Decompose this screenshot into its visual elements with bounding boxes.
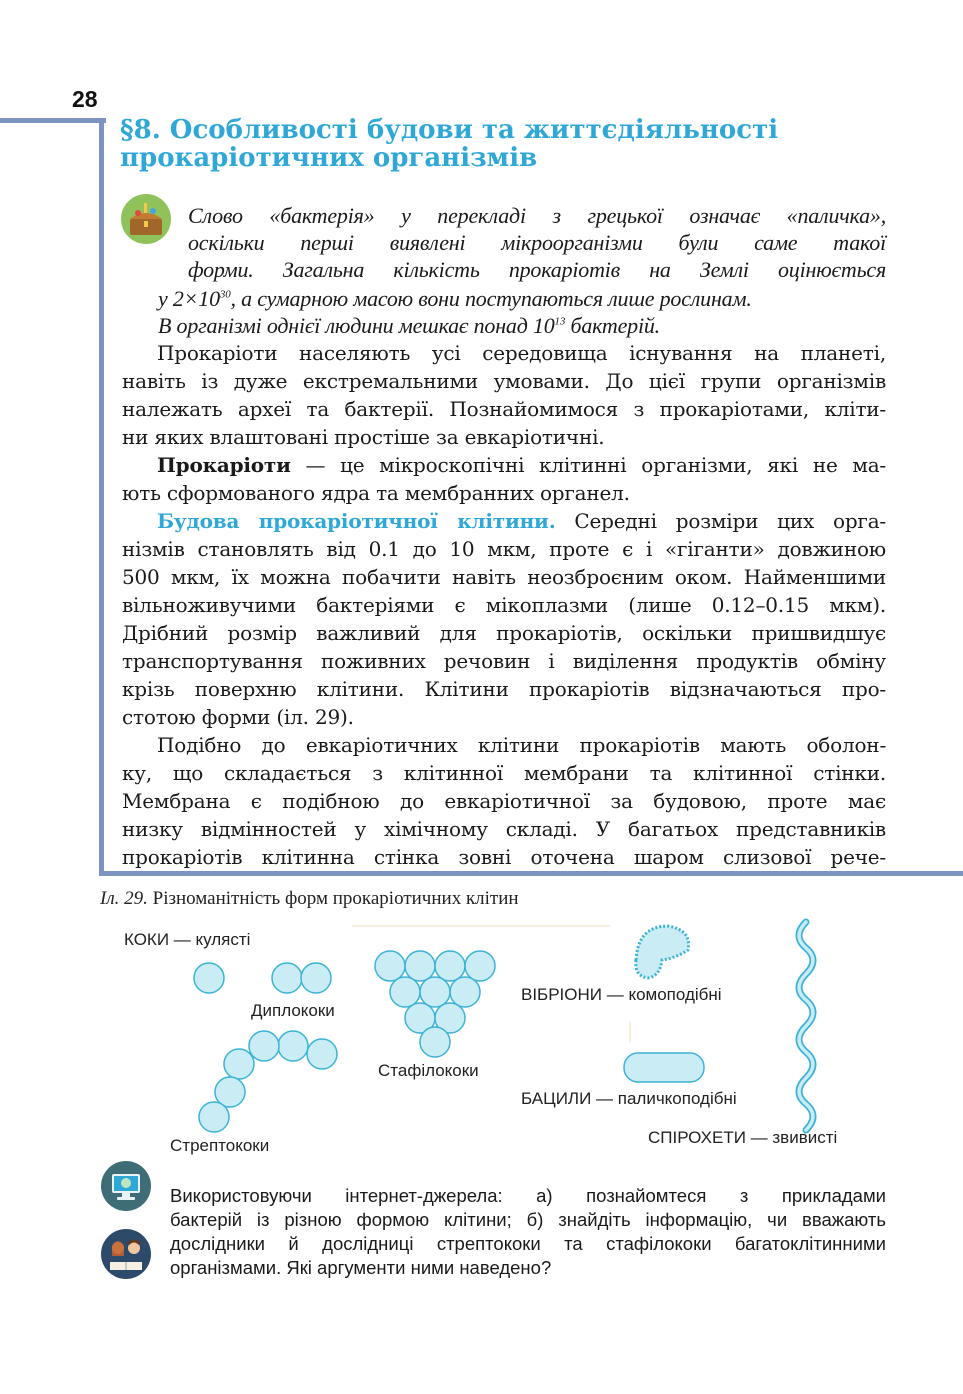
task-line-1: Використовуючи інтернет-джерела: а) познайомтеся з прикладами: [170, 1185, 886, 1206]
p4-line-2: ку, що складається з клітинної мембрани та клітинної стінки.: [122, 761, 886, 785]
staphylococcus-cell: [375, 951, 405, 981]
p3-line-6: транспортування поживних речовин і виділення продуктів обміну: [122, 649, 886, 673]
p3-line-1: [157, 508, 886, 535]
label-diplococci: Диплококи: [251, 1001, 335, 1020]
top-rule: [0, 118, 106, 123]
label-bacilli: БАЦИЛИ — паличкоподібні: [521, 1089, 737, 1108]
p3-line-8: стотою форми (іл. 29).: [122, 705, 354, 729]
p1-line-4: ни яких влаштовані простіше за евкаріотичні.: [122, 425, 605, 449]
streptococcus-cell: [224, 1049, 254, 1079]
staphylococcus-cell: [420, 977, 450, 1007]
computer-globe-icon: [100, 1160, 152, 1212]
p3-line-7: крізь поверхню клітини. Клітини прокаріотів відзначаються про-: [122, 677, 886, 701]
streptococcus-cell: [199, 1102, 229, 1132]
label-staphylococci: Стафілококи: [378, 1061, 479, 1080]
internet-task: [170, 1184, 886, 1280]
side-rule: [99, 118, 104, 876]
streptococcus-cell: [278, 1031, 308, 1061]
p2-line-2: ють сформованого ядра та мембранних органел.: [122, 481, 630, 505]
title-line-2: прокаріотичних організмів: [120, 143, 538, 173]
intro-line-5b: бактерій.: [565, 313, 660, 338]
page-number: 28: [72, 86, 98, 112]
staphylococcus-cell: [465, 951, 495, 981]
task-line-2: бактерій із різною формою клітини; б) знайдіть інформацію, чи вважають: [170, 1209, 886, 1230]
staphylococcus-cell: [405, 951, 435, 981]
p1-line-2: навіть із дуже екстремальними умовами. До цієї групи організмів: [122, 369, 886, 393]
p4-line-1: Подібно до евкаріотичних клітини прокаріотів мають оболон-: [157, 733, 886, 757]
task-line-3: дослідники й дослідниці стрептококи та стафілококи багатоклітинними: [170, 1233, 886, 1254]
p4-line-3: Мембрана є подібною до евкаріотичної за будовою, проте має: [122, 789, 886, 813]
intro-line-5: [158, 312, 886, 339]
p3-line-4: вільноживучими бактеріями є мікоплазми (лише 0.12–0.15 мкм).: [122, 593, 886, 617]
label-spirochetes: СПІРОХЕТИ — звивисті: [648, 1128, 838, 1147]
label-streptococci: Стрептококи: [170, 1136, 270, 1155]
task-line-4: організмами. Які аргументи ними наведено?: [170, 1257, 552, 1278]
p1-line-3: належать археї та бактерії. Познайомимося з прокаріотами, кліти-: [122, 397, 886, 421]
bacillus-cell: [624, 1053, 704, 1082]
bottom-rule: [99, 871, 963, 876]
p3-line-5: Дрібний розмір важливий для прокаріотів, оскільки пришвидшує: [122, 621, 886, 645]
intro-line-5-sup: 13: [554, 315, 566, 328]
intro-line-4b: , а сумарною масою вони поступаються лише рослинам.: [230, 286, 752, 311]
title-line-1: §8. Особливості будови та життєдіяльності: [120, 115, 779, 145]
p3-line-2: нізмів становлять від 0.1 до 10 мкм, проте є і «гіганти» довжиною: [122, 537, 886, 561]
p1-line-1: Прокаріоти населяють усі середовища існування на планеті,: [157, 341, 886, 365]
vibrio-cell: [636, 926, 689, 978]
caption-text: Різноманітність форм прокаріотичних клітин: [147, 888, 519, 909]
staphylococcus-cell: [450, 977, 480, 1007]
caption-label: Іл. 29.: [100, 888, 148, 909]
diplococcus-cell: [301, 963, 331, 993]
p4-line-5: прокаріотів клітинна стінка зовні оточена шаром слизової рече-: [122, 845, 886, 869]
diplococcus-cell: [272, 963, 302, 993]
section-title: [120, 116, 920, 172]
intro-line-4-sup: 30: [219, 288, 231, 301]
streptococcus-cell: [307, 1039, 337, 1069]
label-vibrios: ВІБРІОНИ — комоподібні: [521, 985, 722, 1004]
term-prokaryotes: Прокаріоти: [157, 453, 291, 477]
label-cocci: КОКИ — кулясті: [124, 930, 251, 949]
staphylococcus-cell: [435, 951, 465, 981]
researchers-icon: [100, 1228, 152, 1280]
intro-line-2: оскільки перші виявлені мікроорганізми були саме такої: [188, 230, 886, 255]
p3-line-1-rest: Середні розміри цих орга-: [555, 509, 886, 533]
coccus-cell: [194, 963, 224, 993]
p2-line-1: [157, 452, 886, 479]
p4-line-4: низку відмінностей у хімічному складі. У багатьох представників: [122, 817, 886, 841]
p2-line-1-rest: — це мікроскопічні клітинні організми, які не ма-: [290, 453, 886, 477]
intro-line-1: Слово «бактерія» у перекладі з грецької означає «паличка»,: [188, 203, 886, 228]
heading-cell-structure: Будова прокаріотичної клітини.: [157, 509, 556, 533]
treasure-chest-icon: [120, 193, 172, 245]
p3-line-3: 500 мкм, їх можна побачити навіть неозброєним оком. Найменшими: [122, 565, 886, 589]
intro-line-4: [158, 285, 886, 312]
intro-line-4a: у 2×10: [158, 286, 220, 311]
intro-line-5a: В організмі однієї людини мешкає понад 10: [158, 313, 555, 338]
streptococcus-cell: [249, 1031, 279, 1061]
staphylococcus-cell: [420, 1027, 450, 1057]
intro-line-3: форми. Загальна кількість прокаріотів на Землі оцінюється: [188, 257, 886, 282]
staphylococcus-cell: [390, 977, 420, 1007]
